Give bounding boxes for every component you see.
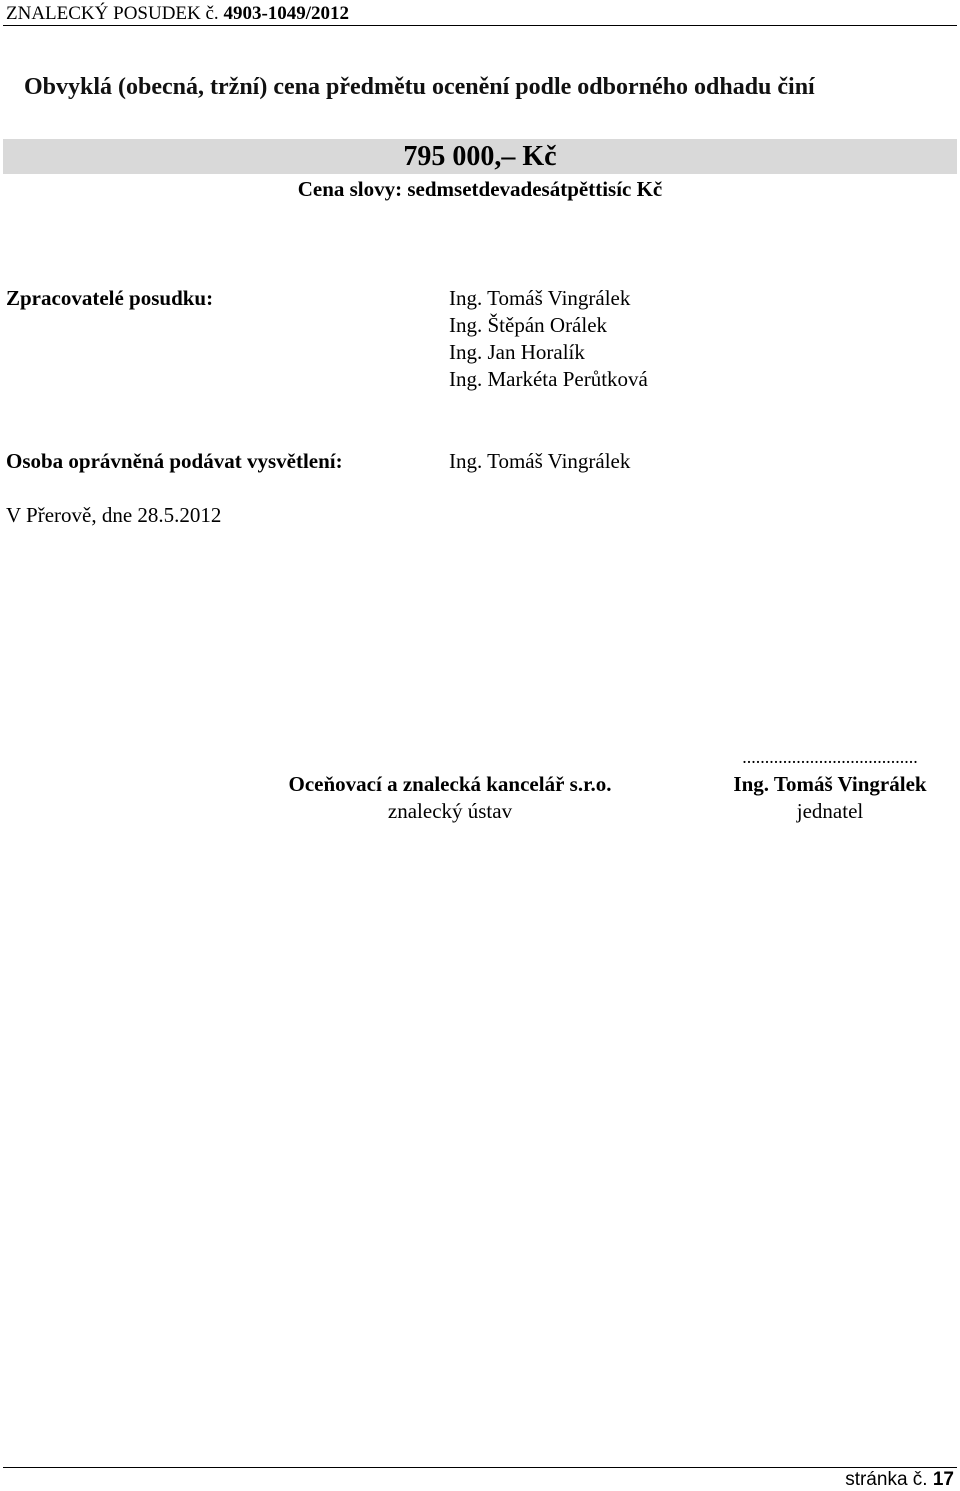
author-name: Ing. Jan Horalík — [449, 340, 585, 364]
footer-divider — [3, 1467, 957, 1468]
signer-block — [700, 746, 960, 824]
page-number: 17 — [932, 1469, 954, 1490]
valuation-heading: Obvyklá (obecná, tržní) cena předmětu ocenění podle odborného odhadu činí — [24, 74, 815, 100]
signer-role: jednatel — [796, 799, 864, 823]
signer-name: Ing. Tomáš Vingrálek — [733, 772, 927, 796]
company-type: znalecký ústav — [387, 799, 513, 823]
explainer-label: Osoba oprávněná podávat vysvětlení: — [6, 449, 343, 473]
author-name: Ing. Markéta Perůtková — [449, 367, 648, 391]
authors-label: Zpracovatelé posudku: — [6, 286, 214, 310]
company-name: Oceňovací a znalecká kancelář s.r.o. — [288, 772, 612, 796]
author-name: Ing. Štěpán Orálek — [449, 313, 608, 337]
explainer-name: Ing. Tomáš Vingrálek — [449, 449, 631, 473]
header-divider — [3, 25, 957, 26]
page-footer — [845, 1469, 954, 1491]
document-header — [6, 3, 349, 25]
author-name: Ing. Tomáš Vingrálek — [449, 286, 631, 310]
price-value: 795 000,– Kč — [403, 141, 557, 172]
company-block — [240, 772, 660, 824]
header-title: ZNALECKÝ POSUDEK č. — [6, 3, 219, 24]
place-date: V Přerově, dne 28.5.2012 — [6, 503, 222, 527]
page-label: stránka č. — [845, 1469, 928, 1490]
header-number: 4903-1049/2012 — [223, 3, 350, 24]
signature-line: ....................................... — [742, 747, 918, 767]
price-in-words: Cena slovy: sedmsetdevadesátpěttisíc Kč — [297, 177, 663, 201]
